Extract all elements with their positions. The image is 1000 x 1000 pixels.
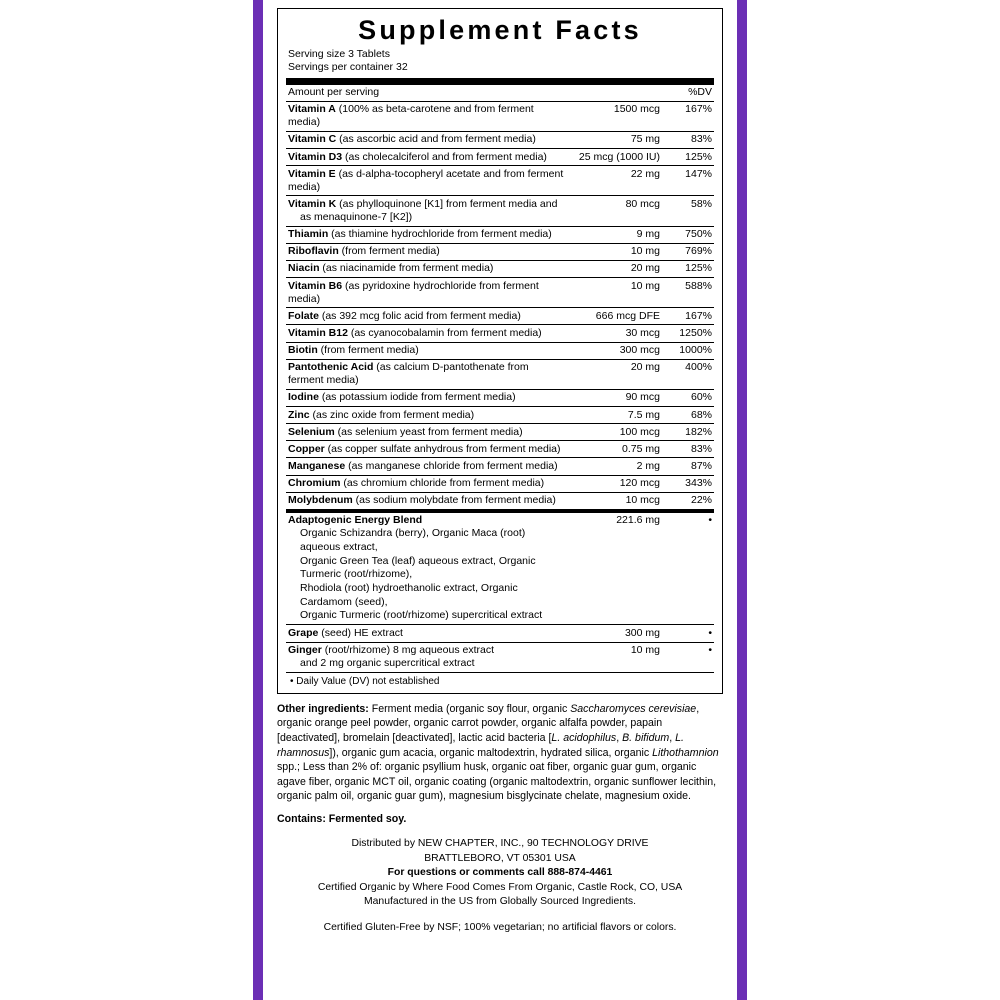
table-header-row	[286, 85, 714, 102]
nutrient-amount: 20 mg	[564, 359, 666, 389]
divider-thick	[286, 78, 714, 85]
nutrient-desc: (as zinc oxide from ferment media)	[309, 408, 475, 421]
nutrient-dv: 167%	[666, 101, 714, 131]
nutrient-name: Zinc	[288, 408, 310, 421]
contains-statement: Contains: Fermented soy.	[277, 813, 407, 826]
nutrient-name: Molybdenum	[288, 494, 353, 507]
page-title: Supplement Facts	[358, 15, 642, 45]
blend-desc: (seed) HE extract	[318, 626, 403, 639]
nutrient-name: Niacin	[288, 262, 320, 275]
blend-dv: •	[708, 514, 712, 527]
oi-text-1: Ferment media (organic soy flour, organic	[368, 702, 571, 715]
nutrient-desc: (as sodium molybdate from ferment media)	[352, 494, 556, 507]
nutrient-desc: (as copper sulfate anhydrous from ferment media)	[324, 442, 561, 455]
nutrient-amount: 0.75 mg	[564, 441, 666, 458]
nutrient-amount: 7.5 mg	[564, 407, 666, 424]
nutrient-desc: (as ascorbic acid and from ferment media)	[336, 133, 536, 146]
nutrient-name: Folate	[288, 309, 319, 322]
nutrient-name: Selenium	[288, 425, 335, 438]
footer-block	[277, 837, 723, 935]
table-row	[286, 407, 714, 424]
table-row	[286, 492, 714, 509]
table-row	[286, 441, 714, 458]
nutrient-dv: 83%	[666, 441, 714, 458]
blend-dv: •	[666, 625, 714, 642]
supplement-facts-box	[277, 8, 723, 694]
nutrient-amount: 75 mg	[564, 131, 666, 148]
nutrient-dv: 68%	[666, 407, 714, 424]
nutrient-dv: 147%	[666, 166, 714, 196]
nutrient-amount: 1500 mcg	[564, 101, 666, 131]
blend-name: Ginger	[288, 644, 322, 657]
nutrient-amount: 10 mg	[564, 278, 666, 308]
nutrient-desc: (as calcium D-pantothenate from ferment media)	[288, 361, 529, 387]
nutrient-amount: 300 mcg	[564, 342, 666, 359]
table-row	[286, 625, 714, 642]
nutrient-dv: 87%	[666, 458, 714, 475]
oi-italic-2: L. acidophilus	[551, 732, 617, 745]
blend-amount: 221.6 mg	[616, 514, 660, 527]
contact-line: For questions or comments call 888-874-4461	[387, 867, 613, 879]
nutrient-name: Pantothenic Acid	[288, 361, 374, 374]
nutrient-amount: 10 mg	[564, 243, 666, 260]
table-row	[286, 243, 714, 260]
nutrient-amount: 90 mcg	[564, 389, 666, 406]
nutrient-table	[286, 85, 714, 509]
nutrient-name: Vitamin K	[288, 197, 337, 210]
nutrient-desc: (as cyanocobalamin from ferment media)	[347, 326, 542, 339]
nutrient-desc-cont: as menaquinone-7 [K2])	[300, 211, 413, 224]
manufacturing-line: Manufactured in the US from Globally Sourced Ingredients.	[363, 896, 637, 908]
table-row	[286, 101, 714, 131]
oi-text-6: spp.; Less than 2% of: organic psyllium husk, organic oat fiber, organic guar gum, organic agave fiber, organic MCT oil, organic coating (organic maltodextrin, organic sunflower lecithin, organic palm oil, organic guar gum), magnesium bisglycinate chelate, magnesium oxide.	[277, 761, 717, 803]
oi-italic-5: Lithothamnion	[652, 746, 719, 759]
blend-amount: 10 mg	[564, 642, 666, 672]
nutrient-amount: 22 mg	[564, 166, 666, 196]
nutrient-desc: (from ferment media)	[338, 245, 440, 258]
nutrient-amount: 120 mcg	[564, 475, 666, 492]
nutrient-name: Vitamin A	[288, 103, 336, 116]
nutrient-name: Vitamin E	[288, 167, 336, 180]
nutrient-name: Riboflavin	[288, 245, 339, 258]
table-row	[286, 475, 714, 492]
blend-line: and 2 mg organic supercritical extract	[300, 657, 475, 670]
servings-per-container: Servings per container 32	[288, 61, 408, 74]
blend-line: Organic Green Tea (leaf) aqueous extract, Organic Turmeric (root/rhizome),	[300, 554, 536, 581]
certification-line: Certified Organic by Where Food Comes From Organic, Castle Rock, CO, USA	[317, 881, 683, 893]
nutrient-dv: 125%	[666, 260, 714, 277]
nutrient-name: Vitamin B12	[288, 326, 348, 339]
nutrient-desc: (as d-alpha-tocopheryl acetate and from ferment media)	[288, 167, 564, 193]
nutrient-name: Copper	[288, 442, 325, 455]
other-ingredients-heading: Other ingredients:	[277, 702, 369, 715]
nutrient-name: Vitamin D3	[288, 150, 343, 163]
table-row	[286, 196, 714, 226]
nutrient-name: Vitamin C	[288, 133, 337, 146]
table-row	[286, 131, 714, 148]
nutrient-dv: 1250%	[666, 325, 714, 342]
table-row	[286, 325, 714, 342]
nutrient-desc: (as chromium chloride from ferment media)	[340, 477, 545, 490]
oi-italic-4: L. rhamnosus	[277, 732, 684, 759]
nutrient-desc: (as manganese chloride from ferment media)	[345, 459, 558, 472]
table-row	[286, 260, 714, 277]
gluten-free-line: Certified Gluten-Free by NSF; 100% vegetarian; no artificial flavors or colors.	[323, 921, 677, 933]
nutrient-dv: 1000%	[666, 342, 714, 359]
nutrient-name: Chromium	[288, 477, 341, 490]
table-row	[286, 166, 714, 196]
nutrient-amount: 666 mcg DFE	[564, 308, 666, 325]
nutrient-amount: 80 mcg	[564, 196, 666, 226]
nutrient-amount: 100 mcg	[564, 424, 666, 441]
nutrient-dv: 182%	[666, 424, 714, 441]
nutrient-dv: 22%	[666, 492, 714, 509]
nutrient-desc: (as thiamine hydrochloride from ferment media)	[328, 228, 552, 241]
blend-dv: •	[666, 642, 714, 672]
amount-per-serving-header: Amount per serving	[288, 86, 380, 99]
nutrient-desc: (as phylloquinone [K1] from ferment media and	[336, 197, 558, 210]
nutrient-dv: 58%	[666, 196, 714, 226]
nutrient-desc: (as cholecalciferol and from ferment media)	[342, 150, 547, 163]
table-row	[286, 226, 714, 243]
daily-value-note: • Daily Value (DV) not established	[290, 675, 440, 687]
table-row	[286, 342, 714, 359]
nutrient-amount: 10 mcg	[564, 492, 666, 509]
oi-text-3: ,	[616, 732, 623, 745]
nutrient-name: Biotin	[288, 344, 318, 357]
nutrient-name: Iodine	[288, 391, 319, 404]
nutrient-amount: 30 mcg	[564, 325, 666, 342]
nutrient-amount: 2 mg	[564, 458, 666, 475]
nutrient-desc: (from ferment media)	[317, 344, 419, 357]
nutrient-desc: (as 392 mcg folic acid from ferment media)	[318, 309, 521, 322]
nutrient-name: Vitamin B6	[288, 279, 343, 292]
blend-name: Adaptogenic Energy Blend	[288, 514, 423, 527]
table-row	[286, 424, 714, 441]
blend-amount: 300 mg	[564, 625, 666, 642]
nutrient-desc: (as potassium iodide from ferment media)	[318, 391, 516, 404]
serving-size: Serving size 3 Tablets	[288, 48, 390, 61]
nutrient-dv: 60%	[666, 389, 714, 406]
nutrient-dv: 343%	[666, 475, 714, 492]
table-row	[286, 389, 714, 406]
nutrient-dv: 125%	[666, 149, 714, 166]
nutrient-dv: 400%	[666, 359, 714, 389]
oi-text-4: ,	[669, 732, 676, 745]
nutrient-dv: 588%	[666, 278, 714, 308]
nutrient-desc: (as selenium yeast from ferment media)	[334, 425, 523, 438]
nutrient-desc: (as pyridoxine hydrochloride from ferment media)	[288, 279, 539, 305]
table-row	[286, 278, 714, 308]
nutrient-amount: 9 mg	[564, 226, 666, 243]
dv-header: %DV	[688, 86, 712, 99]
oi-text-5: ]), organic gum acacia, organic maltodextrin, hydrated silica, organic	[329, 746, 653, 759]
table-row	[286, 642, 714, 672]
distributor-line-2: BRATTLEBORO, VT 05301 USA	[424, 852, 576, 864]
nutrient-dv: 167%	[666, 308, 714, 325]
nutrient-desc: (as niacinamide from ferment media)	[319, 262, 494, 275]
blend-line: Rhodiola (root) hydroethanolic extract, Organic Cardamom (seed),	[300, 582, 518, 608]
blend-line: Organic Schizandra (berry), Organic Maca (root) aqueous extract,	[300, 527, 526, 554]
nutrient-amount: 20 mg	[564, 260, 666, 277]
table-row	[286, 458, 714, 475]
table-row	[286, 359, 714, 389]
blend-name: Grape	[288, 626, 319, 639]
label-content	[263, 0, 737, 1000]
nutrient-amount: 25 mcg (1000 IU)	[564, 149, 666, 166]
table-row	[286, 513, 714, 625]
oi-italic-3: B. bifidum	[622, 732, 670, 745]
nutrient-dv: 750%	[666, 226, 714, 243]
nutrient-dv: 769%	[666, 243, 714, 260]
nutrient-dv: 83%	[666, 131, 714, 148]
nutrient-desc: (100% as beta-carotene and from ferment media)	[288, 103, 534, 129]
distributor-line-1: Distributed by NEW CHAPTER, INC., 90 TECHNOLOGY DRIVE	[351, 838, 649, 850]
nutrient-name: Thiamin	[288, 228, 329, 241]
other-ingredients	[277, 702, 723, 804]
table-row	[286, 149, 714, 166]
oi-text-2: , organic orange peel powder, organic carrot powder, organic alfalfa powder, papain [deactivated], bromelain [deactivated], lactic acid bacteria [	[277, 702, 700, 745]
blend-desc: (root/rhizome) 8 mg aqueous extract	[321, 644, 495, 657]
oi-italic-1: Saccharomyces cerevisiae	[570, 702, 697, 715]
blend-line: Organic Turmeric (root/rhizome) supercritical extract	[300, 609, 543, 622]
table-row	[286, 308, 714, 325]
nutrient-name: Manganese	[288, 459, 346, 472]
blend-table	[286, 513, 714, 672]
